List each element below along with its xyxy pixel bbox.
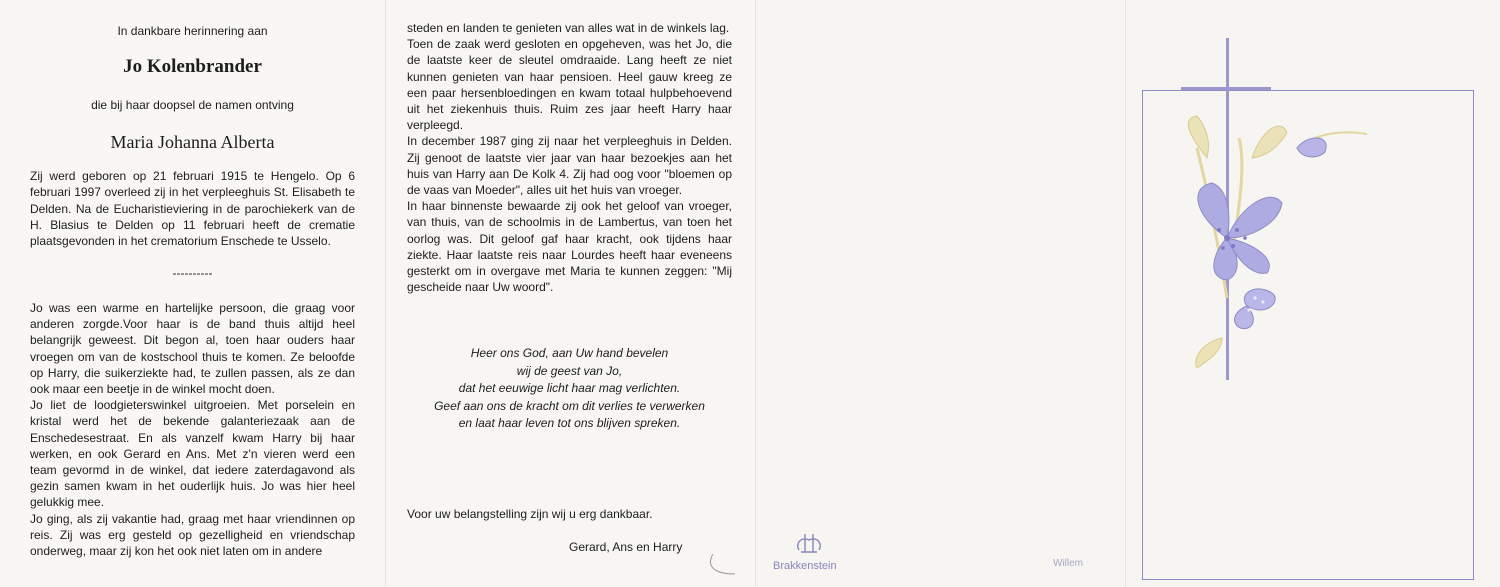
intro-line: In dankbare herinnering aan [117,24,268,38]
front-panel [1125,0,1500,587]
separator-dashes: ---------- [172,266,213,280]
story-paragraph: Jo liet de loodgieterswinkel uitgroeien. Met porselein en kristal werd het de bekende galanteriezaak aan de Enschedesestraat. En als vanzelf kwam Harry bij haar werken, en ook Gerard en Ans. Met z'n vieren werd een team gevormd in de winkel, dat iedere zaterdagavond als gezin samen kwam in het ouderlijk huis. Jo was hier heel gelukkig mee. [30,398,355,510]
biography-paragraph: Zij werd geboren op 21 februari 1915 te Hengelo. Op 6 februari 1997 overleed zij in het verpleeghuis St. Elisabeth te Delden. Na de Eucharistieviering in de parochiekerk van de H. Blasius te Delden op 11 februari heeft de crematie plaatsgevonden in het crematorium Enschede te Usselo. [30,169,355,249]
pen-mark-icon [705,550,745,580]
story-paragraph: steden en landen te genieten van alles wat in de winkels lag. [407,21,730,35]
prayer-verse [407,345,732,433]
story-paragraph: In haar binnenste bewaarde zij ook het geloof van vroeger, van thuis, van de schoolmis in de Lambertus, van toen het oorlog was. Dit geloof gaf haar kracht, ook tijdens haar ziekte. Haar laatste reis naar Lourdes heeft haar eveneens gesterkt om in overgave met Maria te kunnen zeggen: "Mij gescheide naar Uw woord". [407,199,732,295]
story-paragraph: Jo was een warme en hartelijke persoon, die graag voor anderen zorgde.Voor haar is de band thuis altijd heel belangrijk geweest. Dit begon al, toen haar ouders haar vroegen om van de kostschool thuis te komen. Ze beloofde op Harry, die suikerziekte had, te zullen passen, als ze dan ook maar een beetje in de winkel mocht doen. [30,301,355,397]
printer-name: Willem [1053,558,1083,569]
fold-line [385,0,386,587]
back-panel [755,0,1125,587]
story-paragraph: Toen de zaak werd gesloten en opgeheven, was het Jo, die de laatste keer de sleutel omdraaide. Lang heeft ze niet kunnen genieten van haar pensioen. Heel gauw kreeg ze een paar hersenbloedingen en kwam totaal hulpbehoevend uit het ziekenhuis thuis. Ruim zes jaar heeft Harry haar verpleegd. [407,37,732,133]
fold-line [1125,0,1126,587]
inside-left-panel [0,0,385,587]
story-paragraph: In december 1987 ging zij naar het verpleeghuis in Delden. Zij genoot de laatste vier jaar van haar bezoekjes aan het huis van Harry aan De Kolk 4. Zij had oog voor "bloemen op de vaas van Moeder", alles uit het huis van vroeger. [407,134,732,198]
thanks-line: Voor uw belangstelling zijn wij u erg dankbaar. [407,507,653,521]
prayer-line: Geef aan ons de kracht om dit verlies te verwerken [434,398,705,413]
baptism-line: die bij haar doopsel de namen ontving [91,98,294,112]
brand-name: Brakkenstein [773,560,837,572]
deceased-name: Jo Kolenbrander [123,56,262,77]
story-paragraph: Jo ging, als zij vakantie had, graag met haar vriendinnen op reis. Zij was erg gesteld op gezelligheid en vriendschap onderweg, maar zij kon het ook niet laten om in andere [30,511,355,559]
signers-line: Gerard, Ans en Harry [569,540,683,554]
prayer-line: dat het eeuwige licht haar mag verlichten. [458,381,681,395]
prayer-line: en laat haar leven tot ons blijven spreken. [458,416,681,430]
prayer-line: wij de geest van Jo, [516,363,623,378]
inside-right-panel [385,0,755,587]
baptism-names: Maria Johanna Alberta [110,132,275,152]
story-column-2 [407,20,732,295]
brakkenstein-logo-icon [793,530,825,558]
story-column-1 [30,300,355,559]
prayer-line: Heer ons God, aan Uw hand bevelen [470,346,669,360]
fold-line [755,0,756,587]
flower-illustration-icon [1167,38,1417,388]
